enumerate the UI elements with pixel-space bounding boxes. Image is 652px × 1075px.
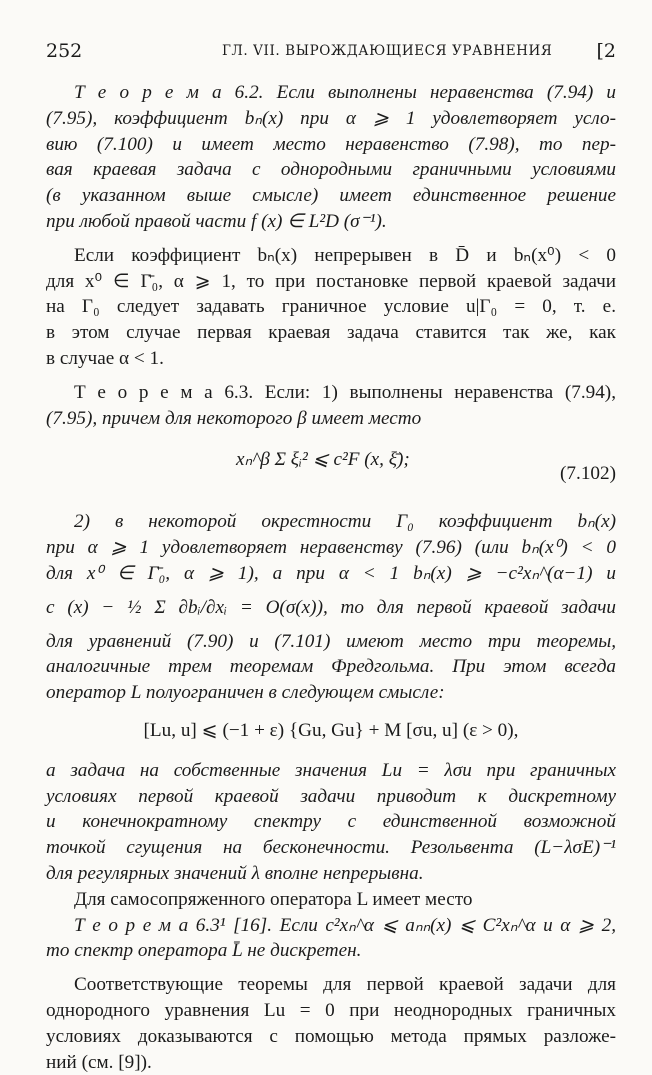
text-line: оператор L полуограничен в следующем смысле: bbox=[46, 680, 616, 706]
text-line: однородного уравнения Lu = 0 при неоднородных граничных bbox=[46, 998, 616, 1024]
text-line: для x⁰ ∈ Γ̄₀, α ⩾ 1), а при α < 1 bₙ(x) ⩾ −c²xₙ^(α−1) и bbox=[46, 561, 616, 587]
running-head: ГЛ. VII. ВЫРОЖДАЮЩИЕСЯ УРАВНЕНИЯ bbox=[222, 43, 552, 59]
text-line: условиях первой краевой задачи приводит к дискретному bbox=[46, 784, 616, 810]
text-line: на Γ₀ следует задавать граничное условие u|Γ₀ = 0, т. е. bbox=[46, 294, 616, 320]
text-line: Соответствующие теоремы для первой краевой задачи для bbox=[46, 972, 616, 998]
text-line: и конечнократному спектру с единственной возможной bbox=[46, 809, 616, 835]
text-line: c (x) − ½ Σ ∂bᵢ/∂xᵢ = O(σ(x)), то для первой краевой задачи bbox=[46, 595, 616, 621]
section-marker: [2 bbox=[596, 40, 616, 62]
formula-expression: xₙ^β Σ ξᵢ² ⩽ c²F (x, ξ̄); bbox=[236, 447, 410, 473]
text-line: аналогичные трем теоремам Фредгольма. При этом всегда bbox=[46, 654, 616, 680]
text-line: в случае α < 1. bbox=[46, 346, 616, 372]
text-line: для регулярных значений λ вполне непрерывна. bbox=[46, 861, 616, 887]
text-line: Т е о р е м а 6.3¹ [16]. Если c²xₙ^α ⩽ aₙₙ(x) ⩽ C²xₙ^α и α ⩾ 2, bbox=[46, 913, 616, 939]
text-line: ний (см. [9]). bbox=[46, 1050, 616, 1075]
text-line: условиях доказываются с помощью метода прямых разложе- bbox=[46, 1024, 616, 1050]
text-line: Т е о р е м а 6.3. Если: 1) выполнены неравенства (7.94), bbox=[46, 380, 616, 406]
text-line: для уравнений (7.90) и (7.101) имеют место три теоремы, bbox=[46, 629, 616, 655]
text-line: (в указанном выше смысле) имеет единственное решение bbox=[46, 183, 616, 209]
formula-7-102 bbox=[46, 439, 616, 503]
text-line: вию (7.100) и имеет место неравенство (7.98), то пер- bbox=[46, 132, 616, 158]
text-line: при α ⩾ 1 удовлетворяет неравенству (7.96) (или bₙ(x⁰) < 0 bbox=[46, 535, 616, 561]
page-number: 252 bbox=[46, 40, 82, 62]
text-line: а задача на собственные значения Lu = λσu при граничных bbox=[46, 758, 616, 784]
text-line: вая краевая задача с однородными граничными условиями bbox=[46, 157, 616, 183]
formula-semibounded: [Lu, u] ⩽ (−1 + ε) {Gu, Gu} + M [σu, u] (ε > 0), bbox=[46, 718, 616, 744]
text-line: в этом случае первая краевая задача ставится так же, как bbox=[46, 320, 616, 346]
text-line: (7.95), коэффициент bₙ(x) при α ⩾ 1 удовлетворяет усло- bbox=[46, 106, 616, 132]
text-line: Т е о р е м а 6.2. Если выполнены неравенства (7.94) и bbox=[46, 80, 616, 106]
text-line: 2) в некоторой окрестности Γ₀ коэффициент bₙ(x) bbox=[46, 509, 616, 535]
text-line: при любой правой части f (x) ∈ L²D (σ⁻¹). bbox=[46, 209, 616, 235]
text-line: то спектр оператора L̄ не дискретен. bbox=[46, 938, 616, 964]
page-header bbox=[46, 40, 616, 64]
page-body bbox=[46, 80, 616, 1075]
equation-number: (7.102) bbox=[560, 461, 616, 487]
text-line: точкой сгущения на бесконечности. Резольвента (L−λσE)⁻¹ bbox=[46, 835, 616, 861]
text-line: для x⁰ ∈ Γ̄₀, α ⩾ 1, то при постановке первой краевой задачи bbox=[46, 269, 616, 295]
text-line: Если коэффициент bₙ(x) непрерывен в D̄ и bₙ(x⁰) < 0 bbox=[46, 243, 616, 269]
text-line: (7.95), причем для некоторого β имеет место bbox=[46, 406, 616, 432]
text-line: Для самосопряженного оператора L имеет место bbox=[46, 887, 616, 913]
